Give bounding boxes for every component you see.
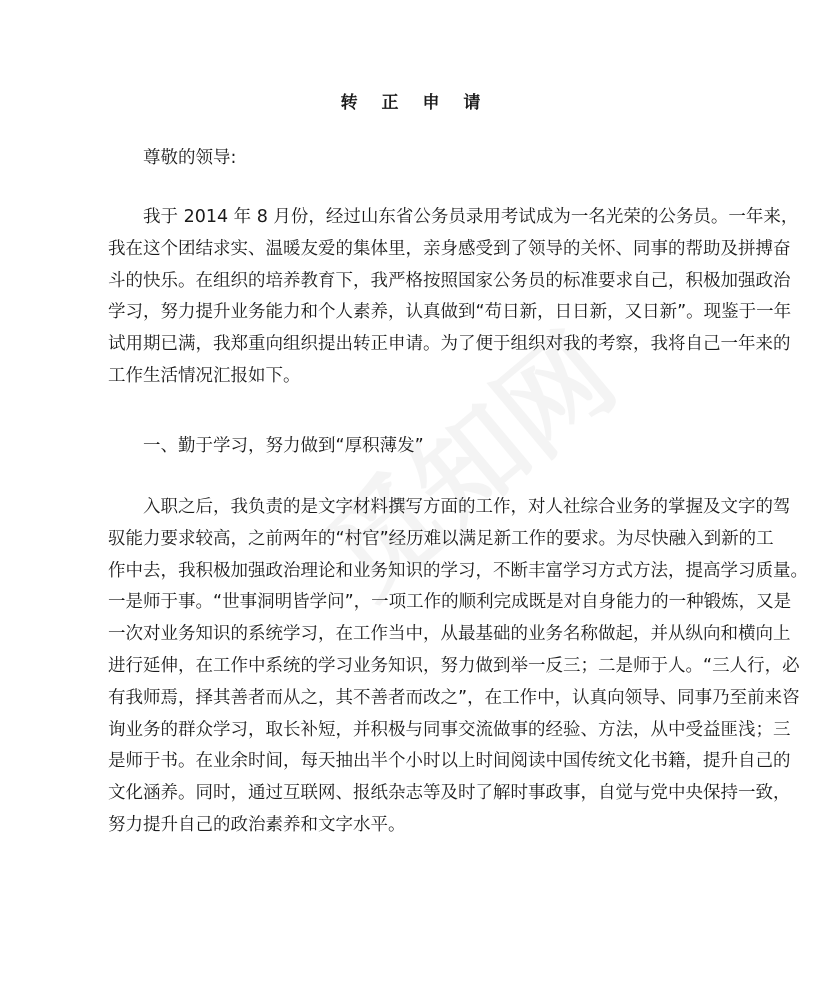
paragraph-line: 一次对业务知识的系统学习，在工作当中，从最基础的业务名称做起，并从纵向和横向上 <box>108 624 791 645</box>
paragraph-line: 有我师焉，择其善者而从之，其不善者而改之”，在工作中，认真向领导、同事乃至前来咨 <box>108 687 800 708</box>
paragraph-line: 是师于书。在业余时间，每天抽出半个小时以上时间阅读中国传统文化书籍，提升自己的 <box>108 751 791 772</box>
paragraph-line: 学习，努力提升业务能力和个人素养，认真做到“苟日新，日日新，又日新”。现鉴于一年 <box>108 302 792 323</box>
document-title: 转 正 申 请 <box>340 93 490 113</box>
salutation: 尊敬的领导: <box>143 148 237 168</box>
paragraph-line: 驭能力要求较高，之前两年的“村官”经历难以满足新工作的要求。为尽快融入到新的工 <box>108 528 774 549</box>
paragraph-line: 工作生活情况汇报如下。 <box>108 366 301 386</box>
paragraph-line: 进行延伸，在工作中系统的学习业务知识，努力做到举一反三；二是师于人。“三人行，必 <box>108 656 800 676</box>
paragraph-line: 努力提升自己的政治素养和文字水平。 <box>108 815 406 835</box>
paragraph-line: 文化涵养。同时，通过互联网、报纸杂志等及时了解时事政事，自觉与党中央保持一致， <box>108 783 791 804</box>
paragraph-line: 入职之后，我负责的是文字材料撰写方面的工作，对人社综合业务的掌握及文字的驾 <box>143 497 791 517</box>
paragraph-line: 询业务的群众学习，取长补短，并积极与同事交流做事的经验、方法，从中受益匪浅；三 <box>108 719 791 740</box>
paragraph-line: 试用期已满，我郑重向组织提出转正申请。为了便于组织对我的考察，我将自己一年来的 <box>108 334 791 355</box>
paragraph-line: 我在这个团结求实、温暖友爱的集体里，亲身感受到了领导的关怀、同事的帮助及拼搏奋 <box>108 238 791 259</box>
paragraph-line: 我于 2014 年 8 月份，经过山东省公务员录用考试成为一名光荣的公务员。一年来， <box>143 207 799 227</box>
paragraph-line: 一是师于事。“世事洞明皆学问”，一项工作的顺利完成既是对自身能力的一种锻炼，又是 <box>108 592 792 613</box>
section-heading-1: 一、勤于学习，努力做到“厚积薄发” <box>143 436 424 456</box>
paragraph-line: 作中去，我积极加强政治理论和业务知识的学习，不断丰富学习方式方法，提高学习质量。 <box>108 560 808 581</box>
paragraph-line: 斗的快乐。在组织的培养教育下，我严格按照国家公务员的标准要求自己，积极加强政治 <box>108 270 791 291</box>
